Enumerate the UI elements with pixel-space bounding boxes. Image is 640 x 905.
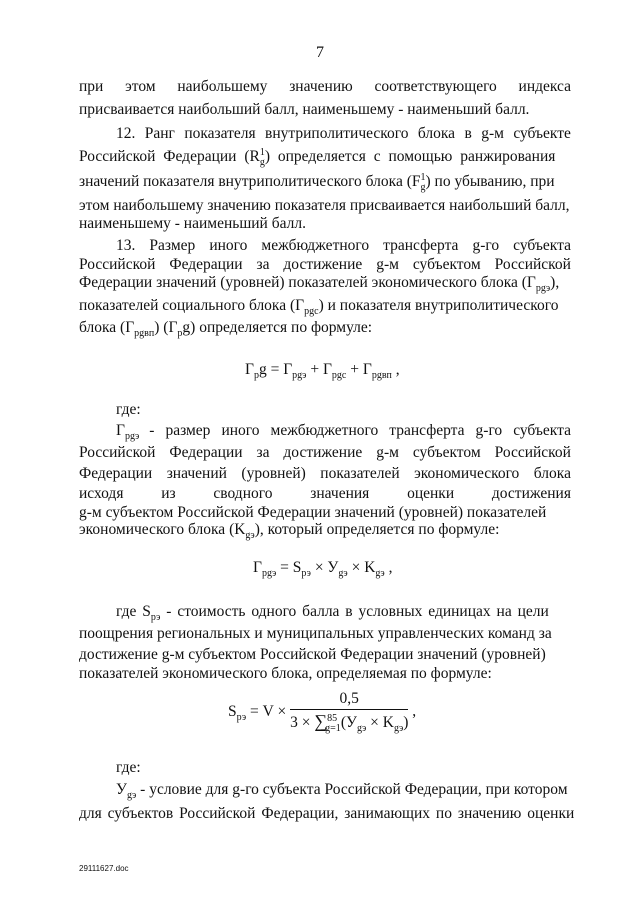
word: Федерации — [169, 444, 243, 461]
word: субъекта — [513, 237, 571, 254]
word: g-м — [376, 444, 399, 461]
text-line-14 — [79, 443, 571, 463]
text-line-20: поощрения региональных и муниципальных управленческих команд за — [79, 625, 552, 642]
word: достижение — [283, 444, 363, 461]
text-line-6: этом наибольшему значению показателя присваивается наибольший балл, — [79, 197, 570, 214]
word: g-го — [472, 237, 500, 254]
text-line-23: $У_{gэ}$ - условие для g-го субъекта Российской Федерации, при котором — [116, 781, 568, 801]
page-number: 7 — [316, 44, 324, 61]
word: за — [256, 256, 270, 273]
word: Размер — [149, 237, 196, 254]
word: в — [464, 125, 472, 142]
word: (уровней) — [241, 465, 306, 482]
word: межбюджетного — [270, 422, 379, 439]
word: Федерации — [79, 465, 153, 482]
word: Федерации — [169, 256, 243, 273]
file-name-footer: 29111627.doc — [79, 864, 129, 873]
text-line-7: наименьшему - наименьший балл. — [79, 215, 306, 232]
text-line-15 — [79, 464, 571, 484]
text-line-24: для субъектов Российской Федерации, занимающих по значению оценки — [79, 805, 575, 822]
text-line-1 — [79, 77, 571, 97]
word: трансферта — [389, 422, 465, 439]
word: Российской — [79, 256, 156, 273]
word: значения — [310, 485, 370, 502]
point-cost-fraction: $\frac{0,5}{3 \times \sum^{85}_{g=1}(У_{gэ} \times K_{gэ})}$ — [290, 690, 409, 734]
word: иного — [209, 237, 248, 254]
text-line-3 — [116, 124, 571, 144]
text-line-21: достижение g-м субъектом Российской Федерации значений (уровней) — [79, 646, 546, 663]
text-line-5: значений показателя внутриполитического блока $(F^1_g)$ по убыванию, при — [79, 172, 555, 193]
text-line-10: Федерации значений (уровней) показателей экономического блока $(Г_{pgэ})$, — [79, 274, 560, 294]
word: Ранг — [144, 125, 175, 142]
word: показателя — [184, 125, 256, 142]
word: 13. — [116, 237, 136, 254]
word: сводного — [213, 485, 273, 502]
word: достижение — [283, 256, 363, 273]
word: значений — [166, 465, 227, 482]
word: из — [161, 485, 176, 502]
text-line-9 — [79, 255, 571, 275]
word: Российской — [79, 444, 156, 461]
word: исходя — [79, 485, 124, 502]
text-line-11: показателей социального блока $(Г_{pgc})$ и показателя внутриполитического — [79, 297, 559, 317]
word: показателей — [320, 465, 400, 482]
word: за — [256, 444, 270, 461]
word: размер — [165, 422, 211, 439]
word: Российской — [494, 444, 571, 461]
where-label-2: где: — [116, 759, 141, 776]
word: блока — [417, 125, 456, 142]
word: иного — [221, 422, 260, 439]
text-line-16 — [79, 484, 571, 504]
word: g-го — [475, 422, 503, 439]
text-line-12: блока $(Г_{pgвп})$ $(Г_pg)$ определяется по формуле: — [79, 319, 373, 339]
word: внутриполитического — [265, 125, 409, 142]
word: соответствующего — [374, 78, 497, 95]
word: экономического — [414, 465, 520, 482]
word: межбюджетного — [261, 237, 370, 254]
word: субъектом — [412, 444, 481, 461]
word: - — [149, 422, 155, 439]
word: при — [79, 78, 104, 95]
text-line-2: присваивается наибольший балл, наименьшему - наименьший балл. — [79, 101, 530, 118]
word: оценки — [407, 485, 455, 502]
text-line-19: где $S_{рэ}$ - стоимость одного балла в условных единицах на цели — [116, 603, 549, 623]
word: субъекте — [513, 125, 571, 142]
word: наибольшему — [177, 78, 268, 95]
word: g-м — [481, 125, 504, 142]
word: трансферта — [383, 237, 459, 254]
where-label-1: где: — [116, 401, 141, 418]
word: значению — [289, 78, 353, 95]
text-line-17: g-м субъектом Российской Федерации значений (уровней) показателей — [79, 504, 547, 521]
word: достижения — [491, 485, 571, 502]
word: субъекта — [513, 422, 571, 439]
word: g-м — [376, 256, 399, 273]
formula-point-cost: $S_{рэ} = V$ × $\frac{0,5}{3 \times \sum^{85}_{g=1}(У_{gэ} \times K_{gэ})}$ , — [228, 690, 417, 734]
text-line-22: показателей экономического блока, определяемая по формуле: — [79, 665, 492, 682]
text-line-4: Российской Федерации $(R^1_g)$ определяется с помощью ранжирования — [79, 147, 556, 168]
text-line-18: экономического блока $(K_{gэ})$, который определяется по формуле: — [79, 521, 500, 541]
formula-total-transfer: $Г_pg = Г_{pgэ} + Г_{pgc} + Г_{pgвп}$ , — [245, 361, 400, 381]
word: этом — [125, 78, 156, 95]
text-line-8 — [116, 236, 571, 256]
word: индекса — [518, 78, 571, 95]
word: Российской — [494, 256, 571, 273]
text-line-13: $Г_{pgэ}$ - размер иного межбюджетного трансферта g-го субъекта — [116, 422, 571, 442]
word: блока — [533, 465, 571, 482]
word: 12. — [116, 125, 136, 142]
word: субъектом — [412, 256, 481, 273]
formula-economic-transfer: $Г_{pgэ} = S_{рэ} \times У_{gэ} \times K_{gэ}$ , — [253, 559, 393, 579]
